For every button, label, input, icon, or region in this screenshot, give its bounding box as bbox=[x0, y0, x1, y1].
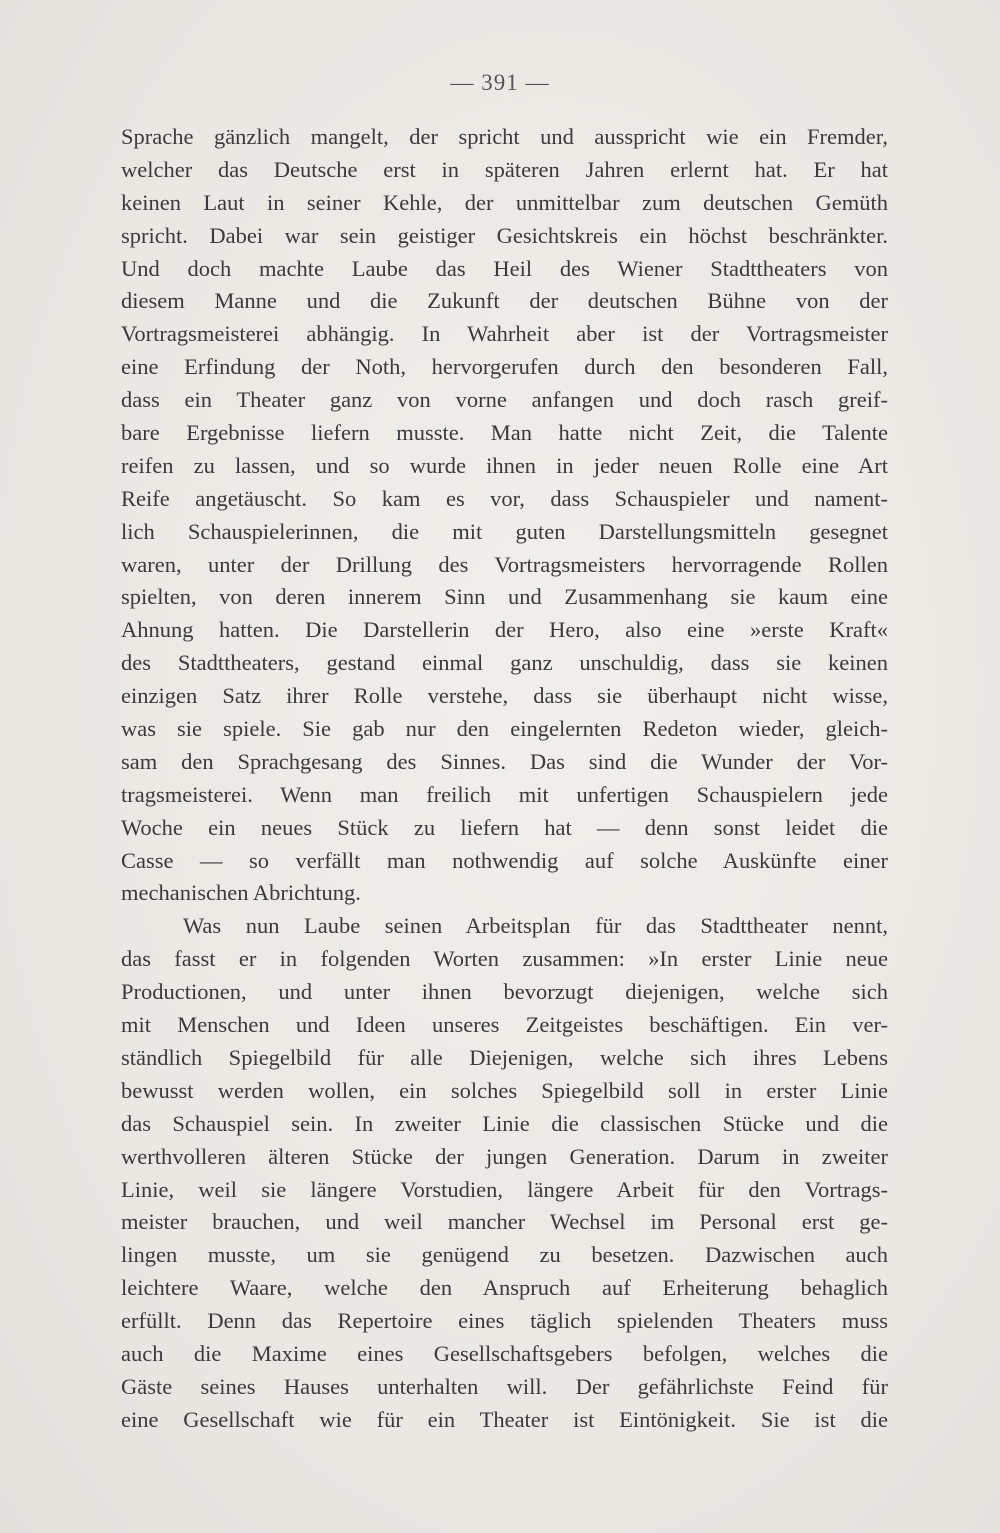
text-line: lich Schauspielerinnen, die mit guten Darstellungsmitteln gesegnet bbox=[121, 518, 888, 544]
text-line: Ahnung hatten. Die Darstellerin der Hero, also eine »erste Kraft« bbox=[121, 617, 888, 643]
text-line: lingen musste, um sie genügend zu besetzen. Dazwischen auch bbox=[121, 1242, 888, 1268]
text-line: Reife angetäuscht. So kam es vor, dass Schauspieler und nament- bbox=[121, 485, 888, 511]
text-line: Casse — so verfällt man nothwendig auf solche Auskünfte einer bbox=[121, 847, 888, 873]
text-line: das fasst er in folgenden Worten zusammen: »In erster Linie neue bbox=[121, 946, 888, 972]
text-line: dass ein Theater ganz von vorne anfangen und doch rasch greif- bbox=[121, 387, 888, 413]
text-line: tragsmeisterei. Wenn man freilich mit unfertigen Schauspielern jede bbox=[121, 781, 888, 807]
text-line: waren, unter der Drillung des Vortragsmeisters hervorragende Rollen bbox=[121, 551, 888, 577]
text-line: einzigen Satz ihrer Rolle verstehe, dass sie überhaupt nicht wisse, bbox=[121, 683, 888, 709]
text-line: Gäste seines Hauses unterhalten will. Der gefährlichste Feind für bbox=[121, 1373, 888, 1399]
body-text bbox=[121, 121, 888, 1437]
text-line: Linie, weil sie längere Vorstudien, längere Arbeit für den Vortrags- bbox=[121, 1176, 888, 1202]
text-line: keinen Laut in seiner Kehle, der unmittelbar zum deutschen Gemüth bbox=[121, 189, 888, 215]
text-line: leichtere Waare, welche den Anspruch auf Erheiterung behaglich bbox=[121, 1275, 888, 1301]
page-number: — 391 — bbox=[450, 70, 550, 95]
text-line: ständlich Spiegelbild für alle Diejenigen, welche sich ihres Lebens bbox=[121, 1044, 888, 1070]
text-line: eine Gesellschaft wie für ein Theater ist Eintönigkeit. Sie ist die bbox=[121, 1406, 888, 1432]
text-line: eine Erfindung der Noth, hervorgerufen durch den besonderen Fall, bbox=[121, 354, 888, 380]
text-line: auch die Maxime eines Gesellschaftsgebers befolgen, welches die bbox=[121, 1340, 888, 1366]
text-line: das Schauspiel sein. In zweiter Linie die classischen Stücke und die bbox=[121, 1110, 888, 1136]
text-line: Was nun Laube seinen Arbeitsplan für das Stadttheater nennt, bbox=[183, 913, 888, 939]
text-line: spielten, von deren innerem Sinn und Zusammenhang sie kaum eine bbox=[121, 584, 888, 610]
text-line: Vortragsmeisterei abhängig. In Wahrheit aber ist der Vortragsmeister bbox=[121, 321, 888, 347]
text-line: welcher das Deutsche erst in späteren Jahren erlernt hat. Er hat bbox=[121, 156, 888, 182]
text-line: spricht. Dabei war sein geistiger Gesichtskreis ein höchst beschränkter. bbox=[121, 222, 888, 248]
text-line: werthvolleren älteren Stücke der jungen Generation. Darum in zweiter bbox=[121, 1143, 888, 1169]
text-line: Und doch machte Laube das Heil des Wiener Stadttheaters von bbox=[121, 255, 888, 281]
text-line: reifen zu lassen, und so wurde ihnen in jeder neuen Rolle eine Art bbox=[121, 452, 888, 478]
text-line: bare Ergebnisse liefern musste. Man hatte nicht Zeit, die Talente bbox=[121, 420, 888, 446]
text-line: Woche ein neues Stück zu liefern hat — denn sonst leidet die bbox=[121, 814, 888, 840]
text-line: des Stadttheaters, gestand einmal ganz unschuldig, dass sie keinen bbox=[121, 650, 888, 676]
text-line: sam den Sprachgesang des Sinnes. Das sind die Wunder der Vor- bbox=[121, 748, 888, 774]
text-line: mit Menschen und Ideen unseres Zeitgeistes beschäftigen. Ein ver- bbox=[121, 1012, 888, 1038]
text-line: Sprache gänzlich mangelt, der spricht und ausspricht wie ein Fremder, bbox=[121, 124, 888, 149]
text-line: meister brauchen, und weil mancher Wechsel im Personal erst ge- bbox=[121, 1209, 888, 1235]
text-line: bewusst werden wollen, ein solches Spiegelbild soll in erster Linie bbox=[121, 1077, 888, 1103]
text-line: erfüllt. Denn das Repertoire eines täglich spielenden Theaters muss bbox=[121, 1308, 888, 1334]
text-line: was sie spiele. Sie gab nur den eingelernten Redeton wieder, gleich- bbox=[121, 716, 888, 742]
text-line: mechanischen Abrichtung. bbox=[121, 880, 361, 906]
text-line: Productionen, und unter ihnen bevorzugt diejenigen, welche sich bbox=[121, 979, 888, 1005]
text-line: diesem Manne und die Zukunft der deutschen Bühne von der bbox=[121, 288, 888, 314]
